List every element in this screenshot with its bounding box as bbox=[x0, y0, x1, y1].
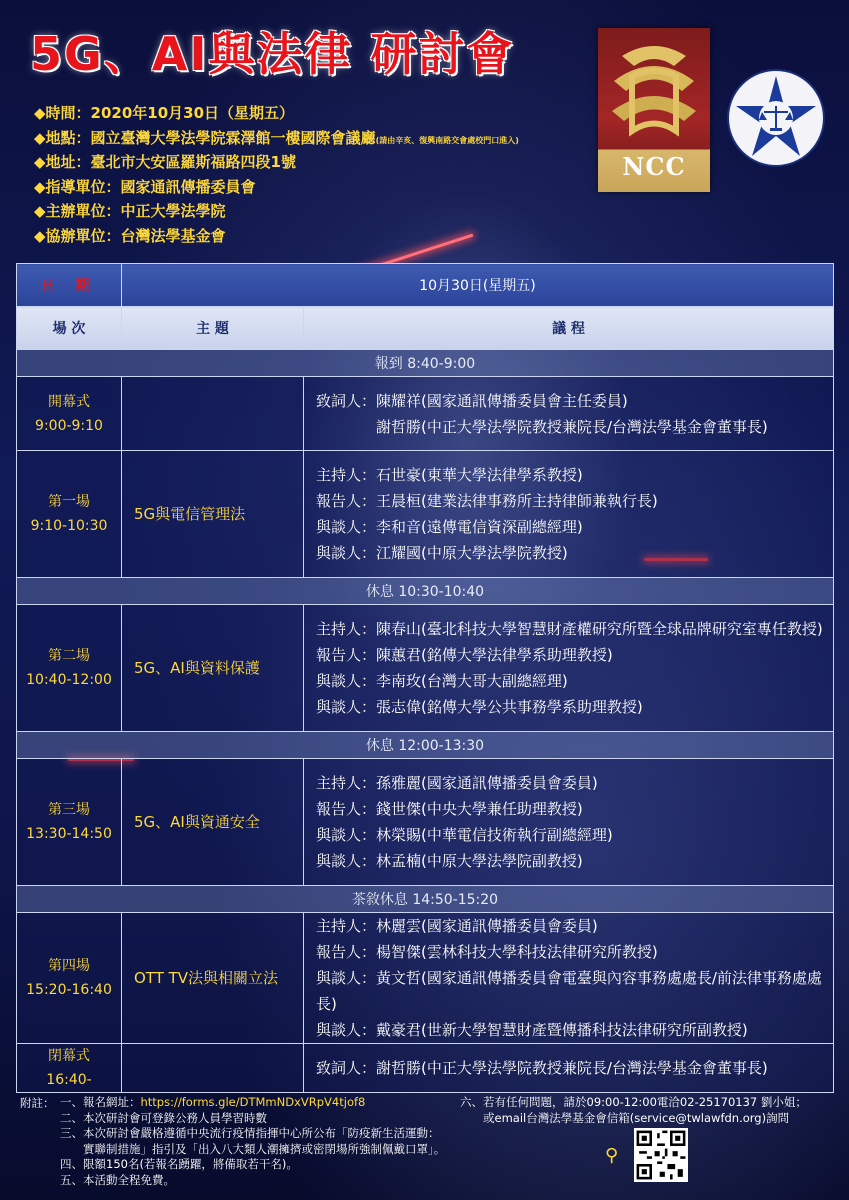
footer-label: 附註： bbox=[20, 1096, 55, 1110]
session-person: 主持人：孫雅麗(國家通訊傳播委員會委員) bbox=[316, 774, 598, 792]
qr-code-icon[interactable] bbox=[634, 1128, 688, 1182]
session-person: 致詞人：陳耀祥(國家通訊傳播委員會主任委員) bbox=[316, 391, 628, 410]
session-row-closing bbox=[17, 1044, 834, 1093]
col-session-header: 場 次 bbox=[17, 307, 122, 350]
session-person: 報告人：陳蕙君(銘傳大學法律學系助理教授) bbox=[316, 646, 613, 664]
session-person: 主持人：林麗雲(國家通訊傳播委員會委員) bbox=[316, 917, 598, 935]
event-info bbox=[34, 102, 519, 249]
note-hours: 二、本次研討會可登錄公務人員學習時數 bbox=[60, 1110, 267, 1125]
session-person: 與談人：林孟楠(中原大學法學院副教授) bbox=[316, 852, 583, 870]
session-name: 第一場 bbox=[48, 494, 90, 510]
session-name: 第四場 bbox=[48, 958, 90, 974]
column-header-row bbox=[17, 307, 834, 350]
session-person: 與談人：江耀國(中原大學法學院教授) bbox=[316, 544, 568, 562]
note-capacity: 四、限額150名(若報名踴躍，將備取若干名)。 bbox=[60, 1157, 298, 1171]
note-contact-b: 或email台灣法學基金會信箱(service@twlawfdn.org)詢問 bbox=[460, 1110, 790, 1125]
info-organizer: ◆主辦單位：中正大學法學院 bbox=[34, 202, 226, 220]
justice-emblem-icon bbox=[726, 68, 826, 168]
session-person: 主持人：石世豪(東華大學法律學系教授) bbox=[316, 466, 583, 484]
session-time: 9:10-10:30 bbox=[30, 518, 108, 534]
session-person: 報告人：楊智傑(雲林科技大學科技法律研究所教授) bbox=[316, 943, 658, 961]
info-co-organizer: ◆協辦單位：台灣法學基金會 bbox=[34, 226, 226, 245]
session-row-opening bbox=[17, 377, 834, 451]
registration-link[interactable]: https://forms.gle/DTMmNDxVRpV4tjof8 bbox=[140, 1095, 366, 1109]
session-name: 閉幕式 bbox=[48, 1048, 90, 1064]
break-row: 休息 12:00-13:30 bbox=[17, 732, 834, 759]
session-topic: 5G、AI與資料保護 bbox=[122, 605, 304, 732]
session-topic: OTT TV法與相關立法 bbox=[122, 913, 304, 1044]
session-topic: 5G、AI與資通安全 bbox=[122, 759, 304, 886]
session-name: 第三場 bbox=[48, 802, 90, 818]
note-registration: 一、報名網址：https://forms.gle/DTMmNDxVRpV4tjof8 bbox=[60, 1095, 366, 1109]
ncc-logo bbox=[598, 28, 710, 192]
info-venue: ◆地點：國立臺灣大學法學院霖澤館一樓國際會議廳(請由辛亥、復興南路交會處校門口進入) bbox=[34, 128, 519, 147]
note-covid-a: 三、本次研討會嚴格遵循中央流行疫情指揮中心所公布「防疫新生活運動： bbox=[60, 1126, 440, 1140]
session-time: 10:40-12:00 bbox=[26, 672, 112, 688]
session-person: 致詞人：謝哲勝(中正大學法學院教授兼院長/台灣法學基金會董事長) bbox=[316, 1059, 768, 1077]
info-supervisor: ◆指導單位：國家通訊傳播委員會 bbox=[34, 177, 256, 196]
break-row: 茶敘休息 14:50-15:20 bbox=[17, 886, 834, 913]
session-person: 主持人：陳春山(臺北科技大學智慧財產權研究所暨全球品牌研究室專任教授) bbox=[316, 620, 823, 638]
session-topic bbox=[122, 377, 304, 451]
col-topic-header: 主 題 bbox=[122, 307, 304, 350]
session-time: 9:00-9:10 bbox=[35, 417, 103, 434]
session-row-2 bbox=[17, 605, 834, 732]
date-header-row bbox=[17, 264, 834, 307]
session-time: 13:30-14:50 bbox=[26, 826, 112, 842]
session-name: 第二場 bbox=[48, 648, 90, 664]
registration-row: 報到 8:40-9:00 bbox=[17, 350, 834, 377]
session-person: 與談人：李南玫(台灣大哥大副總經理) bbox=[316, 672, 568, 690]
session-person: 報告人：錢世傑(中央大學兼任助理教授) bbox=[316, 800, 583, 818]
info-time: ◆時間：2020年10月30日（星期五） bbox=[34, 104, 295, 122]
poster-title: 5G、AI與法律 研討會 bbox=[30, 27, 515, 81]
break-row: 休息 10:30-10:40 bbox=[17, 578, 834, 605]
magnifier-icon: ⚲ bbox=[605, 1145, 619, 1166]
info-address: ◆地址：臺北市大安區羅斯福路四段1號 bbox=[34, 153, 296, 171]
session-row-1 bbox=[17, 451, 834, 578]
schedule-table bbox=[16, 263, 834, 1093]
session-row-3 bbox=[17, 759, 834, 886]
session-person: 與談人：林榮賜(中華電信技術執行副總經理) bbox=[316, 826, 613, 844]
session-time: 16:40- bbox=[46, 1072, 92, 1088]
ncc-logo-text: NCC bbox=[622, 152, 686, 181]
session-name: 開幕式 bbox=[48, 393, 90, 410]
col-program-header: 議 程 bbox=[304, 307, 834, 350]
note-covid-b: 實聯制措施」指引及「出入八大類人潮擁擠或密閉場所強制佩戴口罩」。 bbox=[60, 1141, 446, 1156]
session-person: 與談人：張志偉(銘傳大學公共事務學系助理教授) bbox=[316, 698, 643, 716]
note-contact-a: 六、若有任何問題，請於09:00-12:00電洽02-25170137 劉小姐； bbox=[460, 1095, 807, 1109]
session-person: 謝哲勝(中正大學法學院教授兼院長/台灣法學基金會董事長) bbox=[316, 417, 768, 436]
session-person: 與談人：黃文哲(國家通訊傳播委員會電臺與內容事務處處長/前法律事務處處長) bbox=[316, 969, 822, 1013]
session-time: 15:20-16:40 bbox=[26, 982, 112, 998]
session-person: 報告人：王晨桓(建業法律事務所主持律師兼執行長) bbox=[316, 492, 658, 510]
session-row-4 bbox=[17, 913, 834, 1044]
date-label: 日 期 bbox=[17, 264, 122, 307]
session-topic bbox=[122, 1044, 304, 1093]
date-value: 10月30日(星期五) bbox=[122, 264, 834, 307]
session-person: 與談人：戴豪君(世新大學智慧財產暨傳播科技法律研究所副教授) bbox=[316, 1021, 748, 1039]
note-free: 五、本活動全程免費。 bbox=[60, 1172, 175, 1187]
session-person: 與談人：李和音(遠傳電信資深副總經理) bbox=[316, 518, 583, 536]
session-topic: 5G與電信管理法 bbox=[122, 451, 304, 578]
